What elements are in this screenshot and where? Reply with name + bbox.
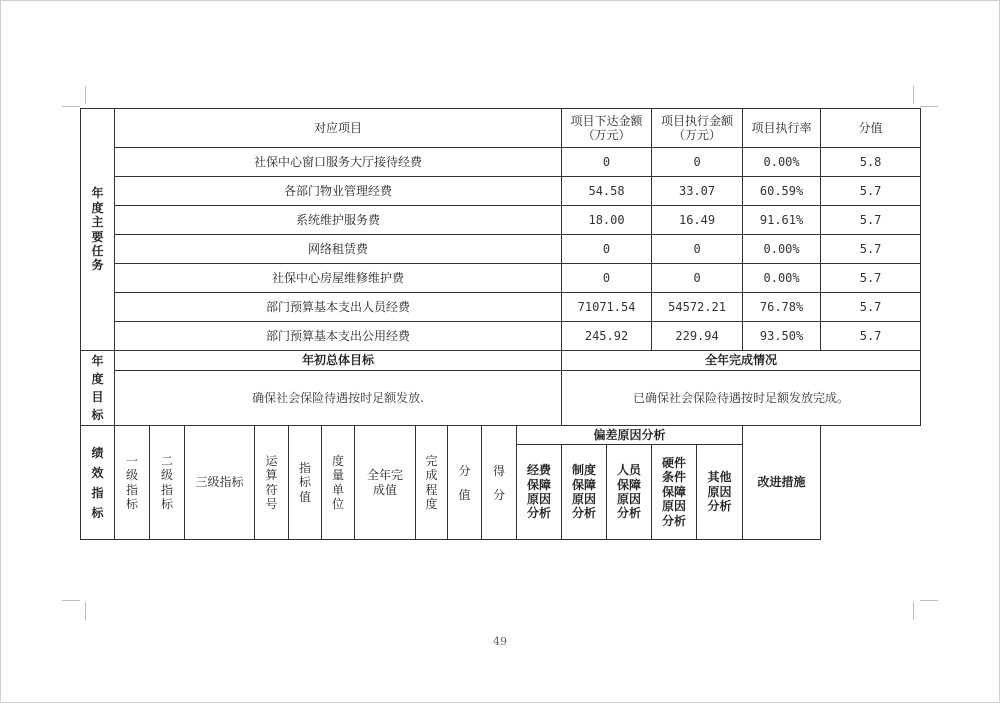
goal-content-row bbox=[81, 371, 921, 426]
tasks-section-label: 年 度 主 要 任 务 bbox=[81, 109, 115, 351]
perf-operator: 运 算 符 号 bbox=[255, 426, 289, 540]
header-budget: 项目下达金额（万元） bbox=[562, 109, 652, 148]
perf-unit: 度 量 单 位 bbox=[322, 426, 355, 540]
perf-annual-value: 全年完成值 bbox=[355, 426, 416, 540]
crop-mark-top-right-h bbox=[920, 106, 938, 107]
perf-level2: 二 级 指 标 bbox=[150, 426, 185, 540]
crop-mark-bottom-left-v bbox=[85, 602, 86, 620]
task-rate: 0.00% bbox=[743, 148, 821, 177]
perf-completion: 完 成 程 度 bbox=[416, 426, 448, 540]
task-executed: 0 bbox=[652, 235, 743, 264]
task-item: 网络租赁费 bbox=[115, 235, 562, 264]
task-score-value: 5.7 bbox=[821, 293, 921, 322]
perf-deviation-hardware: 硬件 条件 保障 原因 分析 bbox=[652, 445, 697, 540]
task-item: 部门预算基本支出人员经费 bbox=[115, 293, 562, 322]
perf-score-value: 分 值 bbox=[448, 426, 482, 540]
perf-level1: 一 级 指 标 bbox=[115, 426, 150, 540]
perf-deviation-personnel: 人员 保障 原因 分析 bbox=[607, 445, 652, 540]
crop-mark-bottom-right-v bbox=[913, 602, 914, 620]
perf-score: 得 分 bbox=[482, 426, 517, 540]
task-score-value: 5.7 bbox=[821, 206, 921, 235]
header-executed: 项目执行金额（万元） bbox=[652, 109, 743, 148]
tasks-header-row bbox=[81, 109, 921, 148]
task-executed: 229.94 bbox=[652, 322, 743, 351]
crop-mark-bottom-left-h bbox=[62, 600, 80, 601]
task-item: 社保中心窗口服务大厅接待经费 bbox=[115, 148, 562, 177]
table-row bbox=[81, 177, 921, 206]
task-executed: 54572.21 bbox=[652, 293, 743, 322]
task-rate: 91.61% bbox=[743, 206, 821, 235]
crop-mark-bottom-right-h bbox=[920, 600, 938, 601]
header-rate: 项目执行率 bbox=[743, 109, 821, 148]
page-number: 49 bbox=[493, 635, 507, 648]
task-executed: 16.49 bbox=[652, 206, 743, 235]
goal-completion-header: 全年完成情况 bbox=[562, 351, 921, 371]
table-row bbox=[81, 264, 921, 293]
perf-indicator-value: 指 标 值 bbox=[289, 426, 322, 540]
goal-completion-text: 已确保社会保险待遇按时足额发放完成。 bbox=[562, 371, 921, 426]
perf-deviation-system: 制度 保障 原因 分析 bbox=[562, 445, 607, 540]
task-item: 社保中心房屋维修维护费 bbox=[115, 264, 562, 293]
header-item: 对应项目 bbox=[115, 109, 562, 148]
task-item: 部门预算基本支出公用经费 bbox=[115, 322, 562, 351]
task-score-value: 5.7 bbox=[821, 322, 921, 351]
goal-header-row bbox=[81, 351, 921, 371]
task-item: 各部门物业管理经费 bbox=[115, 177, 562, 206]
crop-mark-top-left-v bbox=[85, 86, 86, 104]
goal-section-label: 年 度 目 标 bbox=[81, 351, 115, 426]
task-rate: 76.78% bbox=[743, 293, 821, 322]
task-score-value: 5.7 bbox=[821, 177, 921, 206]
perf-section-label: 绩 效 指 标 bbox=[81, 426, 115, 540]
perf-improvement: 改进措施 bbox=[743, 426, 821, 540]
task-budget: 54.58 bbox=[562, 177, 652, 206]
task-budget: 0 bbox=[562, 148, 652, 177]
task-score-value: 5.8 bbox=[821, 148, 921, 177]
task-budget: 0 bbox=[562, 264, 652, 293]
table-row bbox=[81, 206, 921, 235]
task-rate: 93.50% bbox=[743, 322, 821, 351]
perf-deviation-economic: 经费 保障 原因 分析 bbox=[517, 445, 562, 540]
performance-table bbox=[80, 108, 921, 540]
table-row bbox=[81, 293, 921, 322]
header-score-value: 分值 bbox=[821, 109, 921, 148]
crop-mark-top-left-h bbox=[62, 106, 80, 107]
perf-deviation-other: 其他 原因 分析 bbox=[697, 445, 743, 540]
table-row bbox=[81, 235, 921, 264]
table-row bbox=[81, 322, 921, 351]
task-rate: 0.00% bbox=[743, 235, 821, 264]
perf-header-row-1 bbox=[81, 426, 921, 445]
goal-initial-header: 年初总体目标 bbox=[115, 351, 562, 371]
task-budget: 71071.54 bbox=[562, 293, 652, 322]
task-item: 系统维护服务费 bbox=[115, 206, 562, 235]
task-rate: 0.00% bbox=[743, 264, 821, 293]
crop-mark-top-right-v bbox=[913, 86, 914, 104]
table-row bbox=[81, 148, 921, 177]
task-score-value: 5.7 bbox=[821, 235, 921, 264]
task-budget: 245.92 bbox=[562, 322, 652, 351]
task-budget: 0 bbox=[562, 235, 652, 264]
task-executed: 33.07 bbox=[652, 177, 743, 206]
goal-initial-text: 确保社会保险待遇按时足额发放. bbox=[115, 371, 562, 426]
task-executed: 0 bbox=[652, 264, 743, 293]
perf-deviation-header: 偏差原因分析 bbox=[517, 426, 743, 445]
task-score-value: 5.7 bbox=[821, 264, 921, 293]
perf-level3: 三级指标 bbox=[185, 426, 255, 540]
task-executed: 0 bbox=[652, 148, 743, 177]
task-budget: 18.00 bbox=[562, 206, 652, 235]
task-rate: 60.59% bbox=[743, 177, 821, 206]
